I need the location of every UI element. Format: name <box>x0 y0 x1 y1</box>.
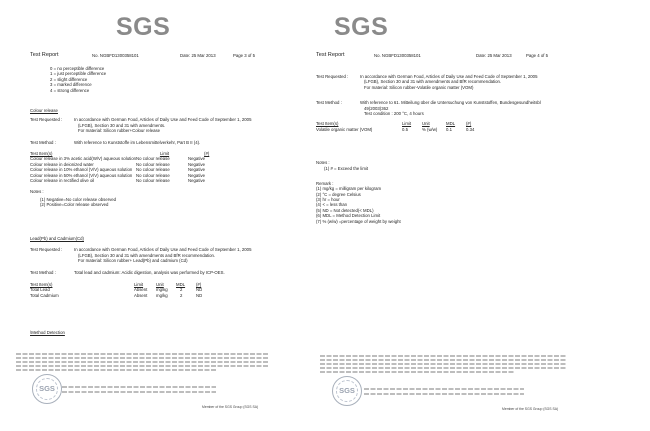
table-cell: ND <box>196 292 203 298</box>
sgs-stamp: SGS <box>32 374 62 404</box>
page-number: Page 4 of 5 <box>526 53 548 58</box>
method-detection-note <box>30 330 266 335</box>
table-header: Test Item(s) <box>30 281 53 287</box>
method-text: Total lead and cadmium: Acidic digestion, analysis was performed by ICP-OES. <box>74 269 225 275</box>
fine-print-line <box>16 357 268 359</box>
table-cell: Volatile organic matter (VOM) <box>316 126 373 132</box>
fine-print-line <box>16 365 268 367</box>
notes-label: Notes : <box>30 189 44 195</box>
method-line: With reference to 61. Mitteilung über die Untersuchung von Kunststoffen, Bundesgesundheitsbl <box>360 100 541 106</box>
note-item: (1) # = Exceed the limit <box>324 166 369 172</box>
sgs-stamp: SGS <box>332 376 362 406</box>
table-cell: No colour release <box>136 161 170 167</box>
table-cell: ND <box>196 287 203 293</box>
scale-item: 2 = slight difference <box>50 76 88 82</box>
table-header: Test Item(s) <box>316 121 339 127</box>
table-cell: No colour release <box>136 172 170 178</box>
report-header <box>316 52 566 60</box>
fine-print-line <box>16 353 268 355</box>
report-date: Date: 25 Mar 2013 <box>476 53 512 58</box>
remark-label: Remark : <box>316 180 334 186</box>
report-title: Test Report <box>30 52 59 58</box>
notes-remarks-section <box>316 160 564 224</box>
vom-table <box>316 121 474 132</box>
report-page-4 <box>306 4 574 424</box>
requested-line: (LFGB), Section 30 and 31 with amendments. <box>78 122 166 128</box>
scale-item: 4 = strong difference <box>50 87 90 93</box>
table-cell: Negative <box>188 161 206 167</box>
table-row <box>30 293 202 298</box>
requested-label: Test Requested : <box>316 74 349 79</box>
report-header <box>30 52 268 60</box>
table-cell: mg/kg <box>156 292 168 298</box>
table-header: Limit <box>160 150 170 156</box>
table-cell: 0.5 <box>402 126 408 132</box>
method-label: Test Method : <box>30 269 56 275</box>
footer-address-line <box>62 391 216 393</box>
sgs-logo: SGS <box>116 13 171 41</box>
remark-item: (1) mg/kg = milligram per kilogram <box>316 186 382 192</box>
table-header: (#) <box>466 121 472 127</box>
section-heading: Colour release <box>30 108 58 113</box>
table-cell: Negative <box>188 177 206 183</box>
lead-cadmium-table <box>30 282 202 298</box>
method-label: Test Method : <box>316 100 342 106</box>
table-cell: 0.34 <box>466 126 475 132</box>
table-cell: Negative <box>188 156 206 162</box>
footer-address-line <box>364 388 524 390</box>
table-cell: Absent <box>134 287 148 293</box>
requested-line: For material: Silicon rubber+ Lead(Pb) and cadmium (Cd) <box>78 258 188 264</box>
table-cell: Absent <box>134 292 148 298</box>
table-cell: Colour release in 3% acetic acid(W/V) aqueous solution <box>30 156 137 162</box>
table-cell: Colour release in rectified olive oil <box>30 177 95 183</box>
note-item: (2) Positive=Color release observed <box>40 202 109 208</box>
table-header: MDL <box>176 281 186 287</box>
report-title: Test Report <box>316 52 345 58</box>
requested-line: In accordance with German Food, Articles of Daily Use and Feed Code of September 1, 2005 <box>74 247 252 253</box>
colour-release-section <box>30 108 266 207</box>
fine-print-line <box>320 359 566 361</box>
requested-line: In accordance with German Food, Articles of Daily Use and Feed Code of September 1, 2005 <box>74 117 252 123</box>
requested-line: (LFGB), Section 30 and 31 with amendments and BfR recommendation. <box>364 79 502 85</box>
table-row <box>316 127 474 132</box>
method-text: With reference to Kunststoffe im Lebensmittelverkehr, Part B II (4). <box>74 139 201 145</box>
table-cell: No colour release <box>136 167 170 173</box>
section-heading: Lead(Pb) and Cadmium(Cd) <box>30 236 84 241</box>
table-cell: 2 <box>180 287 183 293</box>
scale-item: 1 = just perceptible difference <box>50 71 107 77</box>
footer-address-line <box>62 386 216 388</box>
sgs-logo: SGS <box>334 13 389 41</box>
table-header: Limit <box>402 121 412 127</box>
table-cell: No colour release <box>136 156 170 162</box>
requested-line: For material: Silicon rubber+Colour release <box>78 128 161 134</box>
table-header: Test Item(s) <box>30 150 53 156</box>
requested-line: For material: Silicon rubber-Volatile organic matter (VOM) <box>364 84 474 90</box>
remark-item: (7) % (w/w) =percentage of weight by weight <box>316 218 401 224</box>
table-cell: No colour release <box>136 177 170 183</box>
fine-print-line <box>320 363 566 365</box>
lead-cadmium-section <box>30 236 266 298</box>
footer-member: Member of the SGS Group (SGS SA) <box>502 407 559 411</box>
fine-print-line <box>320 355 566 357</box>
table-header: Unit <box>422 121 430 127</box>
requested-label: Test Requested : <box>30 117 63 123</box>
fine-print-line <box>320 367 566 369</box>
fine-print-line <box>16 361 268 363</box>
page-number: Page 3 of 5 <box>233 53 255 58</box>
method-line: 49(2003)362 <box>364 105 389 111</box>
report-number: No. NGBFD1300358101 <box>374 53 421 58</box>
scale-item: 3 = marked difference <box>50 82 92 88</box>
method-line: Test condition : 200 °C, 4 hours <box>364 110 424 116</box>
bottom-note: \Method Detection <box>30 330 65 335</box>
remark-item: (5) ND = Not detected(< MDL) <box>316 207 374 213</box>
table-cell: Negative <box>188 167 206 173</box>
notes-label: Notes : <box>316 160 330 165</box>
remark-item: (3) hr = hour <box>316 196 340 202</box>
table-cell: Colour release in 10% ethanol (V/V) aqueous solution <box>30 167 133 173</box>
requested-label: Test Requested : <box>30 247 63 253</box>
method-label: Test Method : <box>30 139 56 145</box>
requested-line: (LFGB), Section 30 and 31 with amendments and BfR recommendation. <box>78 252 216 258</box>
table-cell: Total Lead <box>30 287 50 293</box>
table-cell: Negative <box>188 172 206 178</box>
requested-line: In accordance with German Food, Articles of Daily Use and Feed Code of September 1, 2005 <box>360 74 538 79</box>
fine-print-line <box>320 371 514 373</box>
table-cell: 2 <box>180 292 183 298</box>
report-date: Date: 25 Mar 2013 <box>180 53 216 58</box>
table-header: Limit <box>134 281 144 287</box>
report-page-3 <box>2 4 276 424</box>
table-cell: Colour release in 50% ethanol (V/V) aqueous solution <box>30 172 133 178</box>
table-cell: Total Cadmium <box>30 292 59 298</box>
fine-print-line <box>16 369 216 371</box>
vom-section <box>316 74 564 132</box>
table-cell: mg/kg <box>156 287 168 293</box>
table-cell: 0.1 <box>446 126 452 132</box>
table-header: (#) <box>196 281 202 287</box>
footer-member: Member of the SGS Group (SGS SA) <box>202 405 259 409</box>
footer-address-line <box>364 393 524 395</box>
note-item: (1) Negative=No color release observed <box>40 196 117 202</box>
table-cell: % (w/w) <box>422 126 438 132</box>
scale-item: 0 = no perceptible difference <box>50 66 105 71</box>
table-header: (#) <box>204 150 210 156</box>
table-header: Unit <box>156 281 164 287</box>
table-header: MDL <box>446 121 456 127</box>
remark-item: (6) MDL = Method Detection Limit <box>316 213 381 219</box>
report-number: No. NGBFD1300358101 <box>92 53 139 58</box>
remark-item: (2) °C = degree Celsius <box>316 191 361 197</box>
table-cell: Colour release in deionized water <box>30 161 94 167</box>
difference-scale <box>50 66 266 93</box>
colour-release-table <box>30 151 209 183</box>
remark-item: (4) < = less than <box>316 202 348 208</box>
